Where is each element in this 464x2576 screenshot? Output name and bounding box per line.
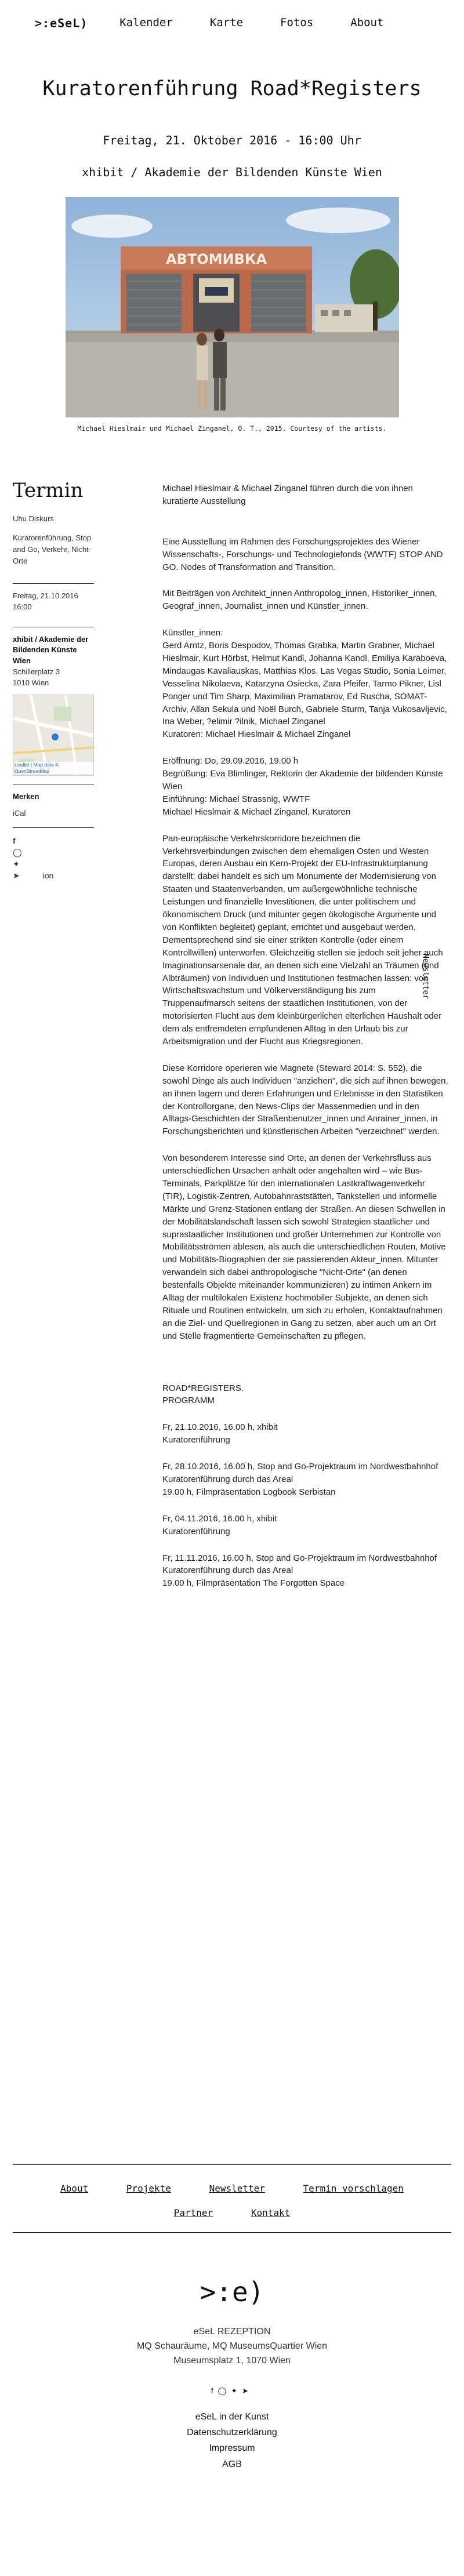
share-icons xyxy=(13,835,94,882)
program-item: Fr, 21.10.2016, 16.00 h, xhibit Kuratorenführung xyxy=(162,1422,278,1445)
footer-projekte[interactable]: Projekte xyxy=(126,2183,171,2194)
event-description xyxy=(162,482,449,1604)
footer-esel-kunst[interactable]: eSeL in der Kunst xyxy=(195,2412,269,2422)
twitter-icon[interactable]: ✦ xyxy=(231,2386,242,2395)
program-item: Fr, 28.10.2016, 16.00 h, Stop and Go-Projektraum im Nordwestbahnhof Kuratorenführung durch das Areal 19.00 h, Filmpräsentation Logbook Serbistan xyxy=(162,1462,438,1497)
nav-kalender[interactable]: Kalender xyxy=(119,16,173,30)
page-title: Kuratorenführung Road*Registers xyxy=(42,77,422,100)
sidebar-heading: Termin xyxy=(13,479,84,502)
venue-map[interactable] xyxy=(13,695,94,776)
nav-fotos[interactable]: Fotos xyxy=(280,16,314,30)
ical-link[interactable]: iCal xyxy=(13,808,26,818)
venue-street: Schillerplatz 3 xyxy=(13,667,60,677)
footer-about[interactable]: About xyxy=(60,2183,89,2194)
footer-links xyxy=(0,2182,464,2195)
top-nav xyxy=(0,0,464,46)
hero-image xyxy=(66,197,399,417)
telegram-icon[interactable]: ➤ ion xyxy=(13,870,94,881)
magnets-paragraph: Diese Korridore operieren wie Magnete (Steward 2014: S. 552), die sowohl Dinge als auch Individuen "anziehen", die sich auf ihnen bewegen, an ihnen lagern und deren Erfahrungen und Erlebnisse in den Statistiken der Kontrollorgane, den News-Clips der Massenmedien und in den Alltags-Geschichten der Straßenbenutzer_innen und Anrainer_innen, in Forschungsberichten und künstlerischen Arbeiten "verzeichnet" werden. xyxy=(162,1063,448,1137)
exhibition-paragraph: Eine Ausstellung im Rahmen des Forschungsprojektes des Wiener Wissenschafts-, Forschungs- und Technologiefonds (WWTF) STOP AND GO. Nodes of Transformation and Transition. xyxy=(162,536,443,572)
corridors-paragraph: Pan-europäische Verkehrskorridore bezeichnen die Verkehrsverbindungen zwischen dem ehemaligen Osten und Westen Europas, deren Ausbau ein Kern-Projekt der EU-Infrastrukturplanung darstellt: dabei handelt es sich um Monumente der Modernisierung von Staaten und Staatenverbänden, um außergewöhnliche technische Leistungen und finanzielle Investitionen, die unter politischem und ökonomischem Druck (und mitunter gegen ökologische Argumente und von Konflikten begleitet) geplant, errichtet und ausgebaut werden. Dementsprechend sind sie einer strikten Kontrolle (oder einem Kontrollwillen) unterworfen. Gleichzeitig stellen sie jedoch seit jeher auch Imaginationsarsenale dar, an denen sich eine Vielzahl an Träumen (und Albträumen) von Individuen und Institutionen festmachen lassen: von Wirtschaftswachstum und Völkerverständigung bis zum Truppenaufmarsch seitens der staatlichen Institutionen, von der motorisierten Flucht aus dem kleinbürgerlichen elterlichen Haushalt oder dem als entfremdeten empfundenen Alltag in den Urlaub bis zur Arbeitsmigration und der Flucht aus Kriegsregionen. xyxy=(162,833,443,1047)
venue-name[interactable]: xhibit / Akademie der Bildenden Künste Wien xyxy=(13,634,89,666)
intro-paragraph: Michael Hieslmair & Michael Zinganel führen durch die von ihnen kuratierte Ausstellung xyxy=(162,484,413,506)
footer-divider xyxy=(13,2164,451,2165)
footer-social-icons xyxy=(0,2386,464,2397)
image-caption: Michael Hieslmair und Michael Zinganel, O. T., 2015. Courtesy of the artists. xyxy=(77,424,387,433)
address-line: eSeL REZEPTION xyxy=(193,2327,271,2337)
nav-about[interactable]: About xyxy=(350,16,384,30)
footer-newsletter[interactable]: Newsletter xyxy=(209,2183,265,2194)
facebook-icon[interactable]: f xyxy=(211,2386,218,2395)
venue-city: 1010 Wien xyxy=(13,678,49,688)
footer-logo[interactable]: >:e) xyxy=(200,2276,264,2308)
map-marker-icon xyxy=(52,733,59,740)
contributors-paragraph: Mit Beiträgen von Architekt_innen Anthropolog_innen, Historiker_innen, Geograf_innen, Journalist_innen und Künstler_innen. xyxy=(162,588,437,612)
event-datetime xyxy=(13,591,94,613)
program-title: ROAD*REGISTERS. PROGRAMM xyxy=(162,1383,244,1406)
footer-divider xyxy=(13,2232,451,2233)
site-logo[interactable]: >:eSeL) xyxy=(35,16,88,30)
event-date: Freitag, 21. Oktober 2016 - 16:00 Uhr xyxy=(103,133,361,147)
instagram-icon[interactable]: ◯ xyxy=(13,847,22,857)
footer-partner[interactable]: Partner xyxy=(173,2207,213,2218)
facebook-icon[interactable]: f xyxy=(13,835,16,845)
footer-agb[interactable]: AGB xyxy=(222,2459,242,2469)
merken-label: Merken xyxy=(13,791,39,801)
building-sign: АВТОМИВКА xyxy=(165,251,267,267)
program-item: Fr, 04.11.2016, 16.00 h, xhibit Kuratorenführung xyxy=(162,1513,277,1536)
datetime-time: 16:00 xyxy=(13,602,32,611)
event-tags[interactable]: Kuratorenführung, Stop and Go, Verkehr, Nicht-Orte xyxy=(13,533,92,565)
twitter-icon[interactable]: ✦ xyxy=(13,859,20,869)
datetime-day: Freitag, 21.10.2016 xyxy=(13,591,78,600)
footer-meta xyxy=(0,2409,464,2472)
places-paragraph: Von besonderem Interesse sind Orte, an denen der Verkehrsfluss aus unterschiedlichen Ursachen anhält oder angehalten wird – wie Bus-Terminals, Parkplätze für den internationalen Lastkraftwagenverkehr (TIR), Logistik-Zentren, Autobahnraststätten, Tankstellen und informelle Märkte und Grenz-Stationen entlang der Straßen. An diesen Schwellen in der Mobilitätslandschaft lassen sich sowohl Strategien staatlicher und suprastaatlicher Institutionen und großer Unternehmen zur Kontrolle von Mobilitätsströmen ablesen, als auch die unterschiedlichen Routen, Motive und Mobilitäts-Biographien der sie passierenden Akteur_innen. Mitunter verwandeln sich dabei anthropologische "Nicht-Orte" (an denen bestenfalls Objekte miteinander kommunizieren) zu intimen Ankern im Alltag der multilokalen Existenz hochmobiler Subjekte, an denen sich Rituale und Routinen entwickeln, um sich zu erholen, Kontaktaufnahmen an die Ziel- und Quellregionen in Gang zu setzen, aber auch um an Ort und Stelle fragmentierte Gemeinschaften zu pflegen. xyxy=(162,1153,446,1341)
event-category[interactable]: Uhu Diskurs xyxy=(13,514,54,524)
event-sidebar xyxy=(13,480,94,882)
footer-links-2 xyxy=(0,2206,464,2219)
artists-paragraph: Künstler_innen: Gerd Arntz, Boris Despodov, Thomas Grabka, Martin Grabner, Michael Hieslmair, Kurt Hörbst, Helmut Kandl, Johanna Kandl, Emiliya Karaboeva, Mindaugas Kavaliauskas, Matthias Klos, Las Vegas Studio, Sonia Leimer, Vesselina Nikolaeva, Katarzyna Osiecka, Zara Pfeifer, Tarmo Pikner, Lisl Ponger und Tim Sharp, Maximilian Pramatarov, Ed Ruscha, SOMAT-Archiv, Allan Sekula und Noël Burch, Gabriele Sturm, Tanja Vukosavljevic, Ina Weber, ?elimir ?ilnik, Michael Zinganel Kuratoren: Michael Hieslmair & Michael Zinganel xyxy=(162,628,447,740)
opening-paragraph: Eröffnung: Do, 29.09.2016, 19.00 h Begrüßung: Eva Blimlinger, Rektorin der Akademie der bildenden Künste Wien Einführung: Michael Strassnig, WWTF Michael Hieslmair & Michael Zinganel, Kuratoren xyxy=(162,756,443,817)
event-venue: xhibit / Akademie der Bildenden Künste Wien xyxy=(82,165,382,179)
footer-datenschutz[interactable]: Datenschutzerklärung xyxy=(187,2428,277,2438)
address-line: Museumsplatz 1, 1070 Wien xyxy=(173,2355,291,2366)
footer-termin-vorschlagen[interactable]: Termin vorschlagen xyxy=(303,2183,404,2194)
instagram-icon[interactable]: ◯ xyxy=(217,2386,231,2395)
newsletter-tab[interactable]: Newsletter xyxy=(421,954,430,1000)
footer-address xyxy=(0,2325,464,2368)
footer-kontakt[interactable]: Kontakt xyxy=(251,2207,291,2218)
footer-impressum[interactable]: Impressum xyxy=(209,2443,255,2454)
program-item: Fr, 11.11.2016, 16.00 h, Stop and Go-Projektraum im Nordwestbahnhof Kuratorenführung durch das Areal 19.00 h, Filmpräsentation The Forgotten Space xyxy=(162,1553,437,1589)
map-attribution[interactable]: Leaflet | Map data © OpenStreetMap xyxy=(14,762,93,773)
telegram-icon[interactable]: ➤ xyxy=(242,2386,253,2395)
address-line: MQ Schauräume, MQ MuseumsQuartier Wien xyxy=(136,2341,328,2351)
share-label: ion xyxy=(42,871,54,881)
nav-karte[interactable]: Karte xyxy=(209,16,244,30)
